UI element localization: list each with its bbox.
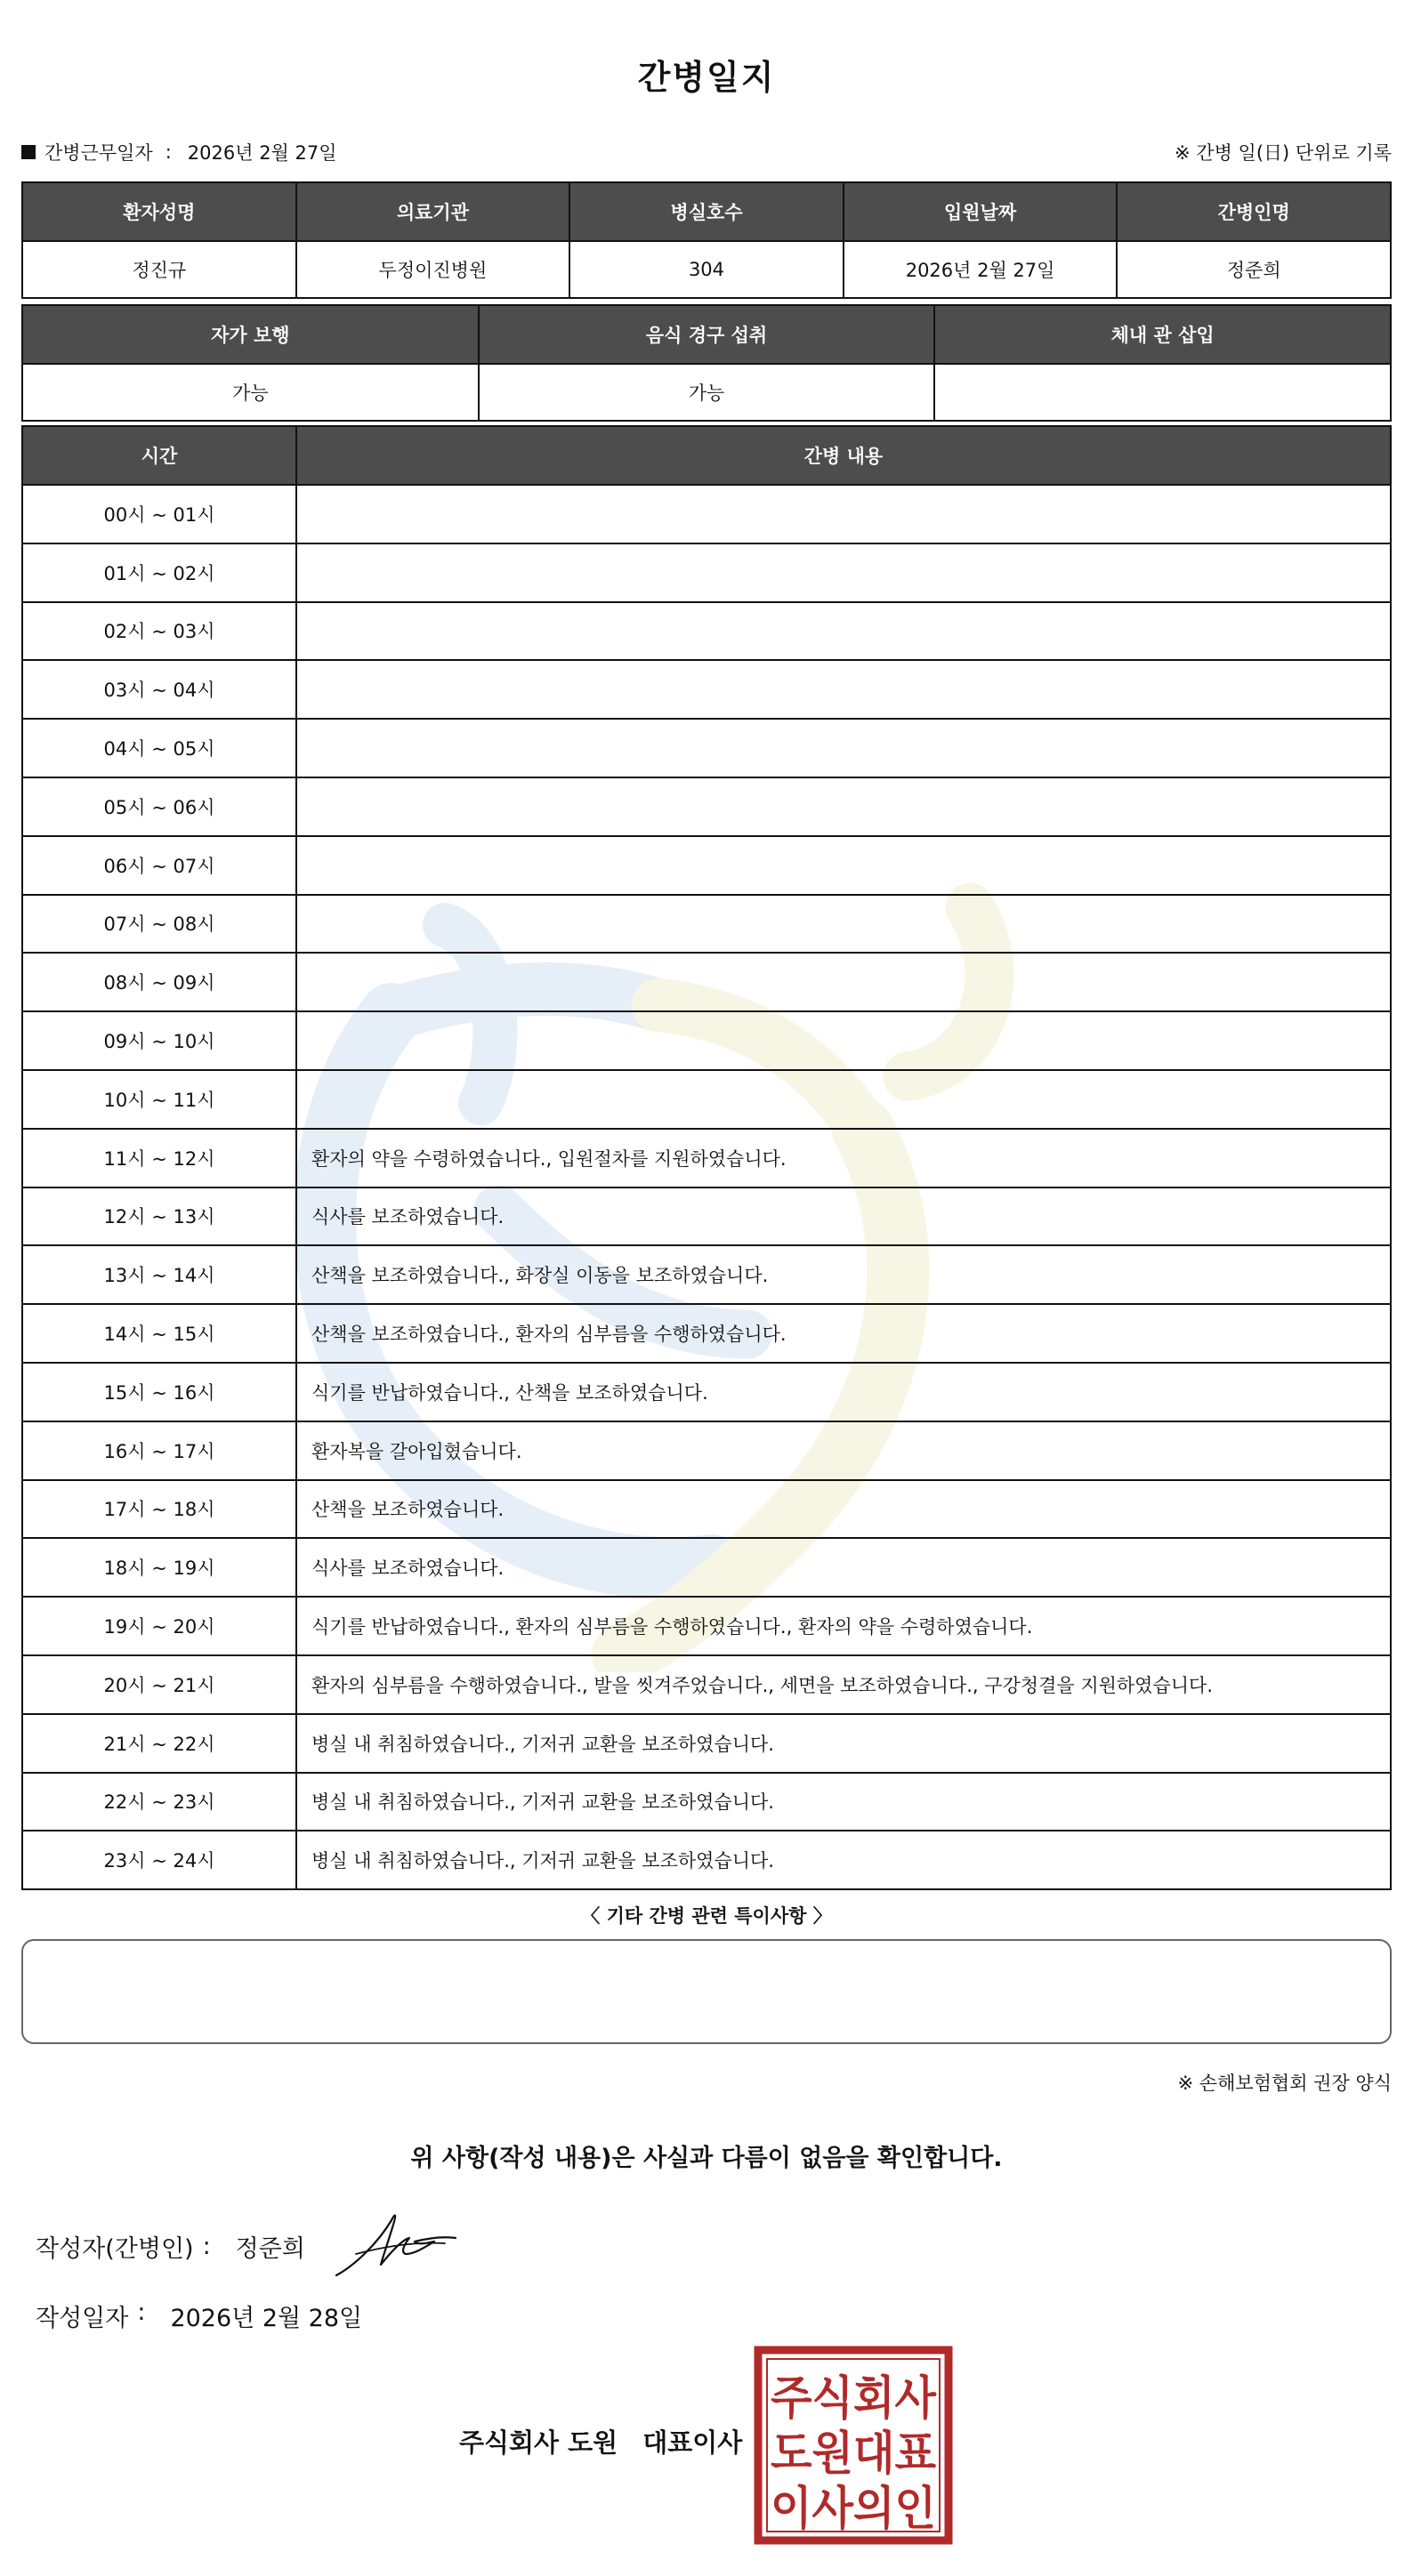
care-content [296,953,1391,1011]
care-content [296,895,1391,954]
time-slot: 06시 ~ 07시 [22,836,296,895]
care-content: 산책을 보조하였습니다., 화장실 이동을 보조하였습니다. [296,1245,1391,1304]
company-ceo-title: 대표이사 [642,2427,743,2458]
time-slot: 09시 ~ 10시 [22,1011,296,1070]
written-date-value: 2026년 2월 28일 [170,2305,363,2332]
time-slot: 23시 ~ 24시 [22,1831,296,1889]
writer-line [36,2229,305,2264]
care-content: 병실 내 취침하였습니다., 기저귀 교환을 보조하였습니다. [296,1773,1391,1831]
time-slot: 01시 ~ 02시 [22,543,296,602]
time-slot: 08시 ~ 09시 [22,953,296,1011]
info-header-row [22,182,1391,241]
status-header-row [22,305,1391,364]
writer-label: 작성자(간병인) [36,2235,194,2263]
care-content: 환자의 심부름을 수행하였습니다., 발을 씻겨주었습니다., 세면을 보조하였습니다., 구강청결을 지원하였습니다. [296,1655,1391,1714]
table-row [22,719,1391,777]
table-row [22,1011,1391,1070]
time-slot: 22시 ~ 23시 [22,1773,296,1831]
time-slot: 21시 ~ 22시 [22,1714,296,1773]
care-content: 산책을 보조하였습니다. [296,1480,1391,1539]
record-unit-note: ※ 간병 일(日) 단위로 기록 [1175,142,1392,164]
written-date-line [36,2298,362,2333]
header-tube-insertion: 체내 관 삽입 [934,305,1391,364]
table-row [22,836,1391,895]
header-care-content: 간병 내용 [296,426,1391,485]
time-slot: 11시 ~ 12시 [22,1129,296,1187]
table-row [22,1714,1391,1773]
patient-status-table [21,304,1392,422]
care-content: 식사를 보조하였습니다. [296,1538,1391,1597]
header-patient-name: 환자성명 [22,182,296,241]
time-slot: 00시 ~ 01시 [22,485,296,543]
table-row [22,953,1391,1011]
table-row [22,602,1391,661]
care-content [296,543,1391,602]
care-content [296,660,1391,719]
table-row [22,1070,1391,1129]
seal-line-2: 도원대표 [771,2427,936,2481]
time-slot: 04시 ~ 05시 [22,719,296,777]
table-row [22,1773,1391,1831]
time-slot: 02시 ~ 03시 [22,602,296,661]
header-room-number: 병실호수 [569,182,844,241]
table-row [22,1129,1391,1187]
log-header-row [22,426,1391,485]
handwritten-signature [329,2202,463,2282]
care-content [296,602,1391,661]
table-row [22,777,1391,836]
time-slot: 13시 ~ 14시 [22,1245,296,1304]
care-log-table [21,425,1392,1890]
patient-name: 정진규 [22,241,296,298]
table-row [22,1538,1391,1597]
care-content [296,485,1391,543]
time-slot: 14시 ~ 15시 [22,1304,296,1363]
company-name: 주식회사 도원 [459,2427,618,2458]
header-caregiver-name: 간병인명 [1117,182,1391,241]
patient-info-table [21,181,1392,299]
confirmation-statement: 위 사항(작성 내용)은 사실과 다름이 없음을 확인합니다. [410,2145,1003,2172]
time-slot: 17시 ~ 18시 [22,1480,296,1539]
care-content: 식기를 반납하였습니다., 산책을 보조하였습니다. [296,1363,1391,1421]
written-date-separator: : [137,2298,146,2326]
written-date-label: 작성일자 [36,2305,129,2332]
status-value-row [22,364,1391,421]
table-row [22,543,1391,602]
form-source-note: ※ 손해보험협회 권장 양식 [1177,2073,1392,2094]
work-date-separator: : [165,141,172,163]
care-content: 식기를 반납하였습니다., 환자의 심부름을 수행하였습니다., 환자의 약을 수령하였습니다. [296,1597,1391,1655]
care-content: 병실 내 취침하였습니다., 기저귀 교환을 보조하였습니다. [296,1714,1391,1773]
caregiver-name: 정준희 [1117,241,1391,298]
table-row [22,1245,1391,1304]
care-content [296,1070,1391,1129]
care-content: 식사를 보조하였습니다. [296,1187,1391,1246]
info-value-row [22,241,1391,298]
table-row [22,1480,1391,1539]
company-line [459,2423,742,2459]
table-row [22,1187,1391,1246]
seal-line-1: 주식회사 [771,2372,937,2426]
square-bullet-icon [21,145,36,159]
table-row [22,1597,1391,1655]
work-date-value: 2026년 2월 27일 [187,142,337,164]
work-date-label: 간병근무일자 [44,142,153,164]
company-seal-stamp [753,2345,954,2546]
special-notes-box [21,1939,1392,2044]
table-row [22,660,1391,719]
care-content: 산책을 보조하였습니다., 환자의 심부름을 수행하였습니다. [296,1304,1391,1363]
meta-row [21,139,1392,171]
time-slot: 12시 ~ 13시 [22,1187,296,1246]
writer-name: 정준희 [235,2235,305,2263]
header-hospital: 의료기관 [296,182,570,241]
writer-separator: : [202,2233,211,2260]
time-slot: 16시 ~ 17시 [22,1421,296,1480]
care-content: 환자복을 갈아입혔습니다. [296,1421,1391,1480]
care-content: 병실 내 취침하였습니다., 기저귀 교환을 보조하였습니다. [296,1831,1391,1889]
header-admission-date: 입원날짜 [844,182,1118,241]
header-time: 시간 [22,426,296,485]
table-row [22,895,1391,954]
work-date-line [21,139,337,165]
care-content [296,777,1391,836]
self-walking-value: 가능 [22,364,479,421]
time-slot: 15시 ~ 16시 [22,1363,296,1421]
table-row [22,485,1391,543]
seal-line-3: 이사의인 [771,2483,936,2536]
header-self-walking: 자가 보행 [22,305,479,364]
time-slot: 07시 ~ 08시 [22,895,296,954]
time-slot: 20시 ~ 21시 [22,1655,296,1714]
care-content [296,719,1391,777]
table-row [22,1655,1391,1714]
oral-intake-value: 가능 [479,364,935,421]
care-content [296,836,1391,895]
time-slot: 05시 ~ 06시 [22,777,296,836]
time-slot: 18시 ~ 19시 [22,1538,296,1597]
admission-date: 2026년 2월 27일 [844,241,1118,298]
table-row [22,1304,1391,1363]
time-slot: 19시 ~ 20시 [22,1597,296,1655]
room-number: 304 [569,241,844,298]
time-slot: 10시 ~ 11시 [22,1070,296,1129]
table-row [22,1831,1391,1889]
table-row [22,1421,1391,1480]
document-title: 간병일지 [637,58,776,97]
header-oral-intake: 음식 경구 섭취 [479,305,935,364]
care-content: 환자의 약을 수령하였습니다., 입원절차를 지원하였습니다. [296,1129,1391,1187]
care-content [296,1011,1391,1070]
tube-insertion-value [934,364,1391,421]
hospital-name: 두정이진병원 [296,241,570,298]
table-row [22,1363,1391,1421]
special-notes-title: 〈 기타 간병 관련 특이사항 〉 [581,1905,832,1927]
time-slot: 03시 ~ 04시 [22,660,296,719]
